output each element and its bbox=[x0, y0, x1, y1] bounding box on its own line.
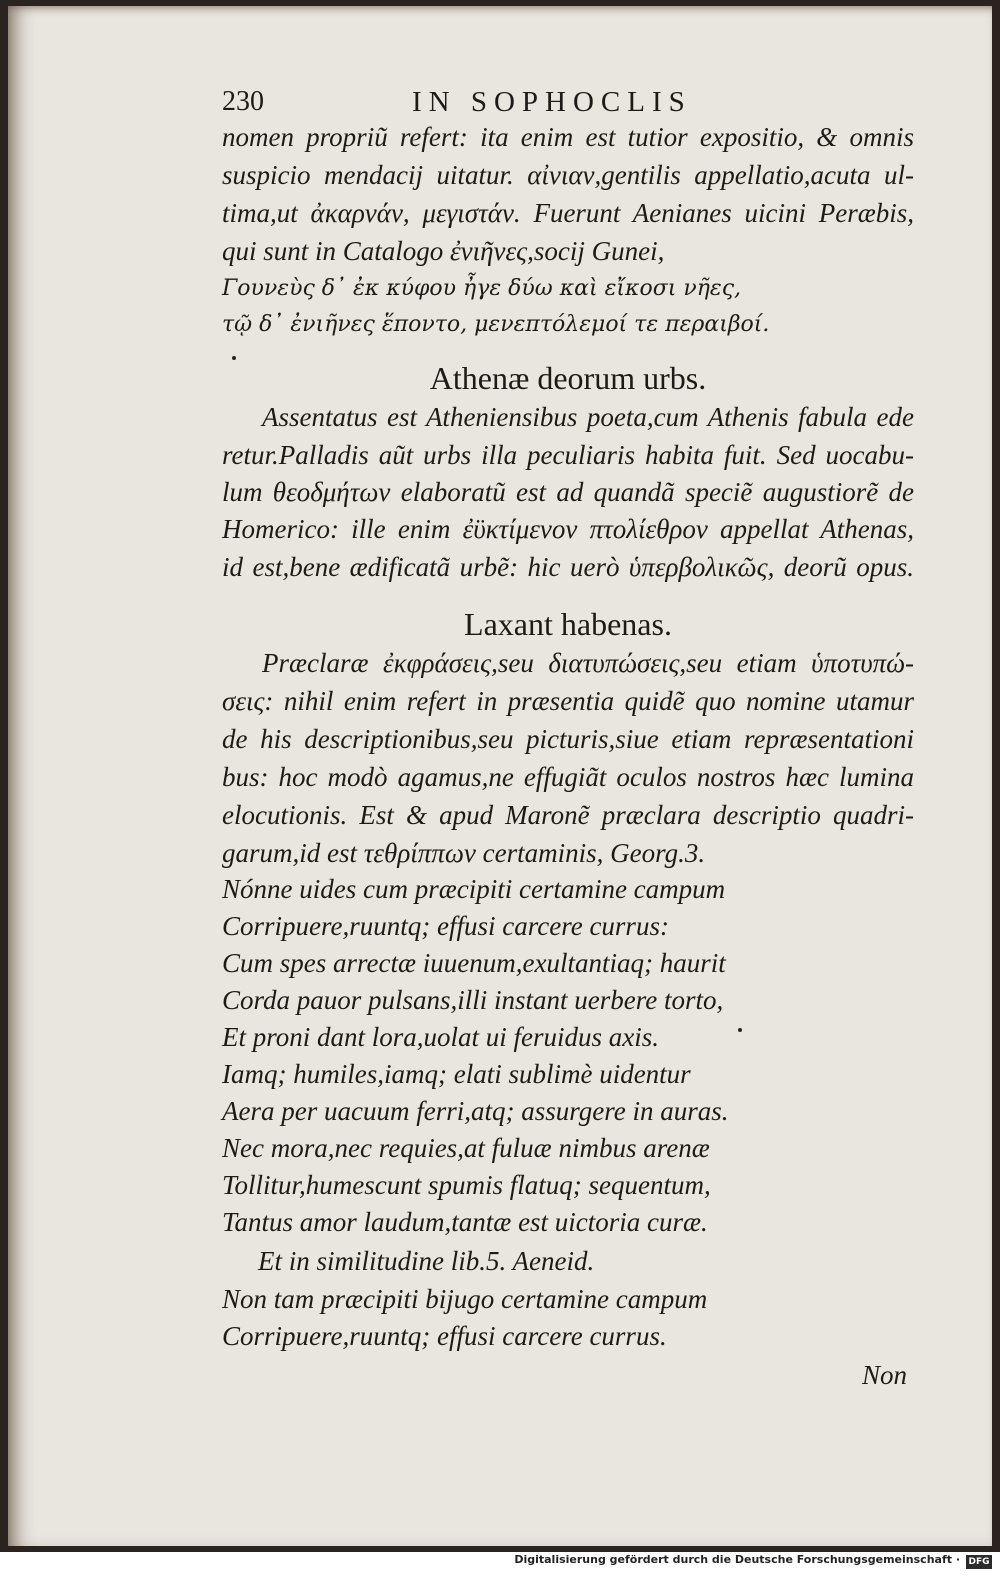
latin-verse-line: Tollitur,humescunt spumis flatuq; sequentum, bbox=[222, 1170, 711, 1200]
running-title: IN SOPHOCLIS bbox=[412, 86, 692, 118]
text-line: σεις: nihil enim refert in præsentia quidẽ quo nomine utamur bbox=[222, 686, 914, 716]
text-line: suspicio mendacij uitatur. αἰνιαν,gentilis appellatio,acuta ul- bbox=[222, 160, 914, 190]
latin-verse-line: Corripuere,ruuntq; effusi carcere currus. bbox=[222, 1321, 667, 1351]
text-line: lum θεοδμήτων elaboratũ est ad quandã speciẽ augustiorẽ de bbox=[222, 477, 914, 507]
text-line: Et in similitudine lib.5. Aeneid. bbox=[258, 1246, 595, 1276]
text-line: retur.Palladis aũt urbs illa peculiaris habita fuit. Sed uocabu- bbox=[222, 440, 914, 470]
ink-speck bbox=[738, 1028, 742, 1032]
section-heading: Athenæ deorum urbs. bbox=[429, 360, 707, 396]
text-line: elocutionis. Est & apud Maronẽ præclara descriptio quadri- bbox=[222, 800, 914, 830]
text-line: de his descriptionibus,seu picturis,siue etiam repræsentationi bbox=[222, 724, 914, 754]
text-line: Præclaræ ἐκφράσεις,seu διατυπώσεις,seu etiam ὑποτυπώ- bbox=[262, 648, 914, 678]
latin-verse-line: Cum spes arrectæ iuuenum,exultantiaq; haurit bbox=[222, 948, 726, 978]
latin-verse-line: Et proni dant lora,uolat ui feruidus axis. bbox=[222, 1022, 660, 1052]
latin-verse-line: Corda pauor pulsans,illi instant uerbere torto, bbox=[222, 985, 724, 1015]
latin-verse-line: Non tam præcipiti bijugo certamine campum bbox=[222, 1284, 708, 1314]
text-line: tima,ut ἀκαρνάν, μεγιστάν. Fuerunt Aenianes uicini Peræbis, bbox=[222, 198, 914, 228]
text-line: nomen propriũ refert: ita enim est tutior expositio, & omnis bbox=[222, 122, 914, 152]
section-heading: Laxant habenas. bbox=[464, 606, 672, 642]
latin-verse-line: Nónne uides cum præcipiti certamine campum bbox=[222, 874, 726, 904]
dfg-logo: DFG bbox=[966, 1555, 992, 1569]
running-head bbox=[222, 86, 762, 120]
digitization-credit: Digitalisierung gefördert durch die Deutsche Forschungsgemeinschaft · bbox=[514, 1553, 960, 1566]
latin-verse-line: Aera per uacuum ferri,atq; assurgere in auras. bbox=[222, 1096, 729, 1126]
text-line: garum,id est τεθρίππων certaminis, Georg.3. bbox=[222, 838, 706, 868]
page-number: 230 bbox=[222, 86, 264, 117]
greek-verse-line: Γουνεὺς δ᾽ ἐκ κύφου ἦγε δύω καὶ εἴκοσι νῆες, bbox=[222, 276, 742, 301]
greek-verse-line: τῷ δ᾽ ἐνιῆνες ἕποντο, μενεπτόλεμοί τε περαιβοί. bbox=[222, 312, 770, 337]
text-line: Assentatus est Atheniensibus poeta,cum Athenis fabula ede bbox=[262, 402, 914, 432]
catchword: Non bbox=[862, 1360, 908, 1390]
latin-verse-line: Nec mora,nec requies,at fuluæ nimbus arenæ bbox=[222, 1133, 710, 1163]
latin-verse-line: Iamq; humiles,iamq; elati sublimè uidentur bbox=[222, 1059, 691, 1089]
text-line: bus: hoc modò agamus,ne effugiãt oculos nostros hæc lumina bbox=[222, 762, 914, 792]
latin-verse-line: Tantus amor laudum,tantæ est uictoria curæ. bbox=[222, 1207, 708, 1237]
text-line: Homerico: ille enim ἐϋκτίμενον πτολίεθρον appellat Athenas, bbox=[222, 514, 914, 544]
latin-verse-line: Corripuere,ruuntq; effusi carcere currus: bbox=[222, 911, 669, 941]
text-line: id est,bene ædificatã urbẽ: hic uerò ὑπερβολικῶς, deorũ opus. bbox=[222, 552, 914, 582]
text-line: qui sunt in Catalogo ἐνιῆνες,socij Gunei, bbox=[222, 236, 665, 266]
